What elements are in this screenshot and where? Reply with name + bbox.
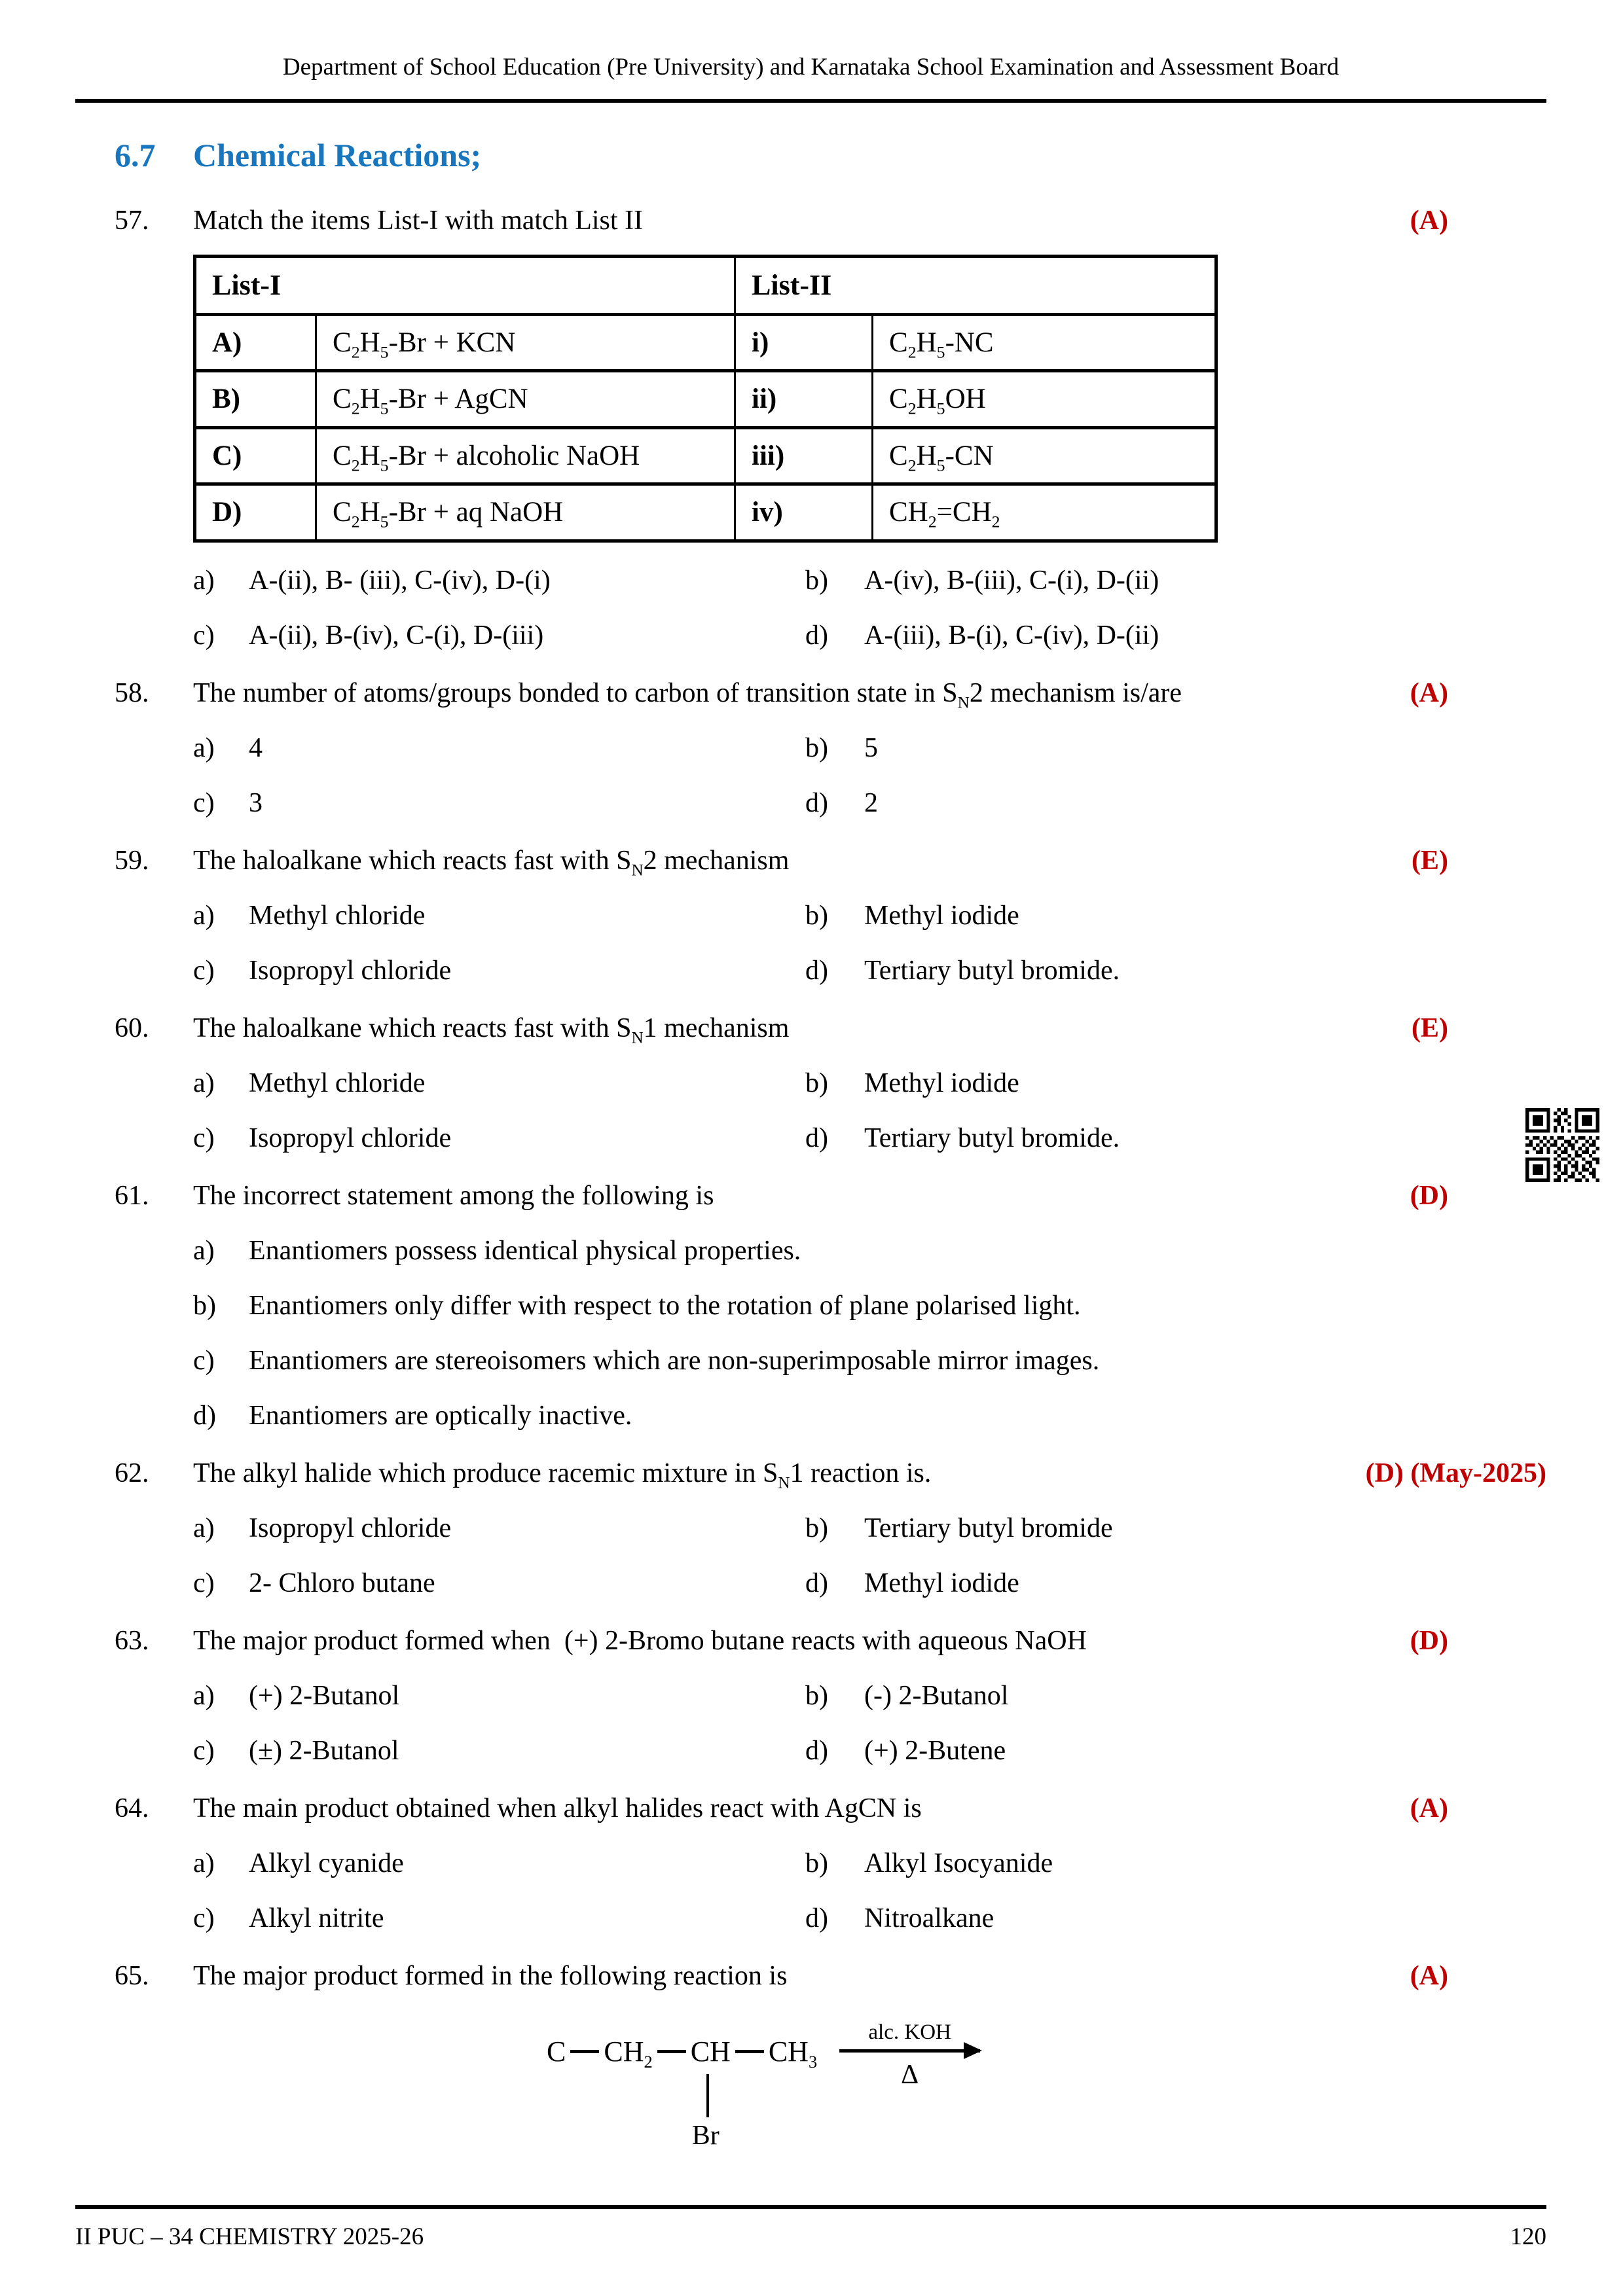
option-label: d) xyxy=(805,956,828,986)
option-text: Alkyl nitrite xyxy=(249,1903,384,1933)
question-63 xyxy=(75,1624,1546,1658)
question-58 xyxy=(75,676,1546,710)
option-label: b) xyxy=(805,901,828,931)
reaction-scheme xyxy=(547,2020,1546,2192)
option-label: c) xyxy=(193,1123,215,1153)
question-text: Match the items List-I with match List II xyxy=(193,206,644,236)
atom-ch-branch: CH Br xyxy=(691,2035,731,2069)
list1-cell: $C_2H_5-Br$ + KCN xyxy=(316,314,735,371)
option-label: a) xyxy=(193,1513,215,1543)
footer-course-label: II PUC – 34 CHEMISTRY 2025-26 xyxy=(75,2223,424,2250)
option-text: Methyl iodide xyxy=(864,1068,1019,1098)
option-c xyxy=(193,1566,805,1600)
row-label: B) xyxy=(195,371,316,428)
option-text: 3 xyxy=(249,788,263,818)
option-text: (+) 2-Butene xyxy=(864,1736,1006,1766)
section-heading xyxy=(115,135,1546,175)
list2-cell: $C_2H_5-CN$ xyxy=(873,427,1216,484)
option-text: 4 xyxy=(249,733,263,763)
option-b xyxy=(805,1846,1053,1880)
option-b xyxy=(805,1679,1008,1713)
table-row xyxy=(195,314,1216,371)
option-text: (+) 2-Butanol xyxy=(249,1681,400,1711)
question-number: 58. xyxy=(115,678,149,708)
option-text: Alkyl cyanide xyxy=(249,1848,404,1878)
option-text: Nitroalkane xyxy=(864,1903,994,1933)
question-text: The major product formed when (+) 2-Bromo butane reacts with aqueous NaOH xyxy=(193,1626,1087,1656)
match-table xyxy=(193,255,1218,543)
list1-cell: $C_2H_5-Br$ + alcoholic NaOH xyxy=(316,427,735,484)
option-text: Enantiomers possess identical physical properties. xyxy=(249,1236,801,1266)
row-label: D) xyxy=(195,484,316,541)
table-row xyxy=(195,427,1216,484)
option-label: b) xyxy=(805,1513,828,1543)
option-a xyxy=(193,1846,805,1880)
option-c xyxy=(193,1734,805,1768)
options-row xyxy=(75,786,1546,820)
question-text: The main product obtained when alkyl halides react with AgCN is xyxy=(193,1793,922,1823)
option-b xyxy=(805,1511,1113,1545)
options-row xyxy=(75,954,1546,988)
option-label: c) xyxy=(193,1736,215,1766)
answer-key: (A) xyxy=(1410,1961,1448,1991)
option-label: b) xyxy=(805,733,828,763)
row-label: C) xyxy=(195,427,316,484)
option-text: Tertiary butyl bromide. xyxy=(864,956,1120,986)
page-content xyxy=(75,0,1546,2192)
option-d xyxy=(193,1399,632,1433)
option-label: d) xyxy=(805,1736,828,1766)
option-text: A-(ii), B-(iv), C-(i), D-(iii) xyxy=(249,620,544,651)
option-label: c) xyxy=(193,1568,215,1598)
question-text: The number of atoms/groups bonded to carbon of transition state in $S_N2$ mechanism is/are xyxy=(193,678,1182,712)
answer-key: (D) (May-2025) xyxy=(1365,1458,1546,1488)
options-row xyxy=(75,1066,1546,1100)
option-text: Methyl chloride xyxy=(249,901,426,931)
options-row xyxy=(75,1234,1546,1268)
option-c xyxy=(193,1344,1099,1378)
list2-header: List-II xyxy=(735,257,1216,315)
question-number: 59. xyxy=(115,846,149,876)
option-d xyxy=(805,619,1159,653)
options-row xyxy=(75,1121,1546,1155)
vertical-bond xyxy=(706,2074,709,2117)
options-row xyxy=(75,1289,1546,1323)
option-d xyxy=(805,954,1120,988)
qr-code-icon xyxy=(1525,1108,1599,1182)
row-label: i) xyxy=(735,314,873,371)
options-row xyxy=(75,564,1546,598)
options-row xyxy=(75,1734,1546,1768)
answer-key: (D) xyxy=(1410,1181,1448,1211)
arrow-head-icon xyxy=(964,2042,982,2059)
option-text: A-(iv), B-(iii), C-(i), D-(ii) xyxy=(864,565,1159,596)
question-text: The alkyl halide which produce racemic mixture in $S_N1$ reaction is. xyxy=(193,1458,932,1492)
page-header-title: Department of School Education (Pre University) and Karnataka School Examination and Assessment Board xyxy=(282,54,1340,81)
options-row xyxy=(75,1344,1546,1378)
list1-cell: $C_2H_5-Br$ + AgCN xyxy=(316,371,735,428)
option-a xyxy=(193,564,805,598)
list1-header: List-I xyxy=(195,257,735,315)
question-text: The haloalkane which reacts fast with $S_N2$ mechanism xyxy=(193,846,790,880)
answer-key: (D) xyxy=(1410,1626,1448,1656)
option-b xyxy=(805,899,1019,933)
table-row xyxy=(195,371,1216,428)
question-number: 61. xyxy=(115,1181,149,1211)
option-d xyxy=(805,1901,994,1935)
list1-cell: $C_2H_5-Br$ + aq NaOH xyxy=(316,484,735,541)
option-label: b) xyxy=(805,1848,828,1878)
options-row xyxy=(75,619,1546,653)
option-c xyxy=(193,1121,805,1155)
single-bond xyxy=(570,2050,599,2053)
option-text: Methyl chloride xyxy=(249,1068,426,1098)
header-rule xyxy=(75,99,1546,103)
option-text: Tertiary butyl bromide xyxy=(864,1513,1113,1543)
option-text: Tertiary butyl bromide. xyxy=(864,1123,1120,1153)
option-text: (±) 2-Butanol xyxy=(249,1736,399,1766)
row-label: A) xyxy=(195,314,316,371)
option-text: Enantiomers only differ with respect to the rotation of plane polarised light. xyxy=(249,1291,1081,1321)
page-number: 120 xyxy=(1510,2223,1546,2250)
option-label: a) xyxy=(193,1681,215,1711)
question-number: 62. xyxy=(115,1458,149,1488)
option-label: c) xyxy=(193,620,215,651)
option-c xyxy=(193,786,805,820)
answer-key: (E) xyxy=(1412,846,1448,876)
option-label: d) xyxy=(805,1903,828,1933)
option-text: 2- Chloro butane xyxy=(249,1568,435,1598)
question-number: 60. xyxy=(115,1013,149,1043)
question-number: 63. xyxy=(115,1626,149,1656)
option-label: d) xyxy=(805,1123,828,1153)
question-65 xyxy=(75,1959,1546,1993)
option-a xyxy=(193,1066,805,1100)
options-row xyxy=(75,1511,1546,1545)
option-label: d) xyxy=(805,1568,828,1598)
row-label: iii) xyxy=(735,427,873,484)
atom-ch2: $CH_2$ xyxy=(604,2036,653,2072)
option-d xyxy=(805,786,878,820)
option-a xyxy=(193,1679,805,1713)
option-label: c) xyxy=(193,788,215,818)
option-label: d) xyxy=(193,1401,216,1431)
option-d xyxy=(805,1734,1006,1768)
option-label: b) xyxy=(805,1681,828,1711)
single-bond xyxy=(735,2050,764,2053)
question-text: The haloalkane which reacts fast with $S_N1$ mechanism xyxy=(193,1013,790,1047)
options-row xyxy=(75,1399,1546,1433)
option-label: b) xyxy=(805,1068,828,1098)
list2-cell: $C_2H_5OH$ xyxy=(873,371,1216,428)
option-text: Isopropyl chloride xyxy=(249,1123,452,1153)
option-b xyxy=(805,731,878,765)
options-row xyxy=(75,1679,1546,1713)
delta-label: Δ xyxy=(901,2060,919,2090)
question-57 xyxy=(75,204,1546,238)
options-row xyxy=(75,1566,1546,1600)
option-text: Methyl iodide xyxy=(864,901,1019,931)
option-text: (-) 2-Butanol xyxy=(864,1681,1009,1711)
option-label: d) xyxy=(805,788,828,818)
option-text: 5 xyxy=(864,733,878,763)
section-number: 6.7 xyxy=(115,137,156,173)
option-label: a) xyxy=(193,901,215,931)
list2-cell: $C_2H_5-NC$ xyxy=(873,314,1216,371)
answer-key: (A) xyxy=(1410,206,1448,236)
section-title: Chemical Reactions; xyxy=(193,137,482,173)
option-label: b) xyxy=(805,565,828,596)
option-a xyxy=(193,1511,805,1545)
option-b xyxy=(805,1066,1019,1100)
options-row xyxy=(75,899,1546,933)
option-text: A-(ii), B- (iii), C-(iv), D-(i) xyxy=(249,565,551,596)
option-label: c) xyxy=(193,1346,215,1376)
atom-c: C xyxy=(547,2036,566,2068)
page-footer xyxy=(75,2223,1546,2251)
options-row xyxy=(75,1901,1546,1935)
question-number: 57. xyxy=(115,206,149,236)
option-a xyxy=(193,1234,801,1268)
question-60 xyxy=(75,1011,1546,1045)
option-text: Methyl iodide xyxy=(864,1568,1019,1598)
option-b xyxy=(805,564,1159,598)
option-label: a) xyxy=(193,733,215,763)
answer-key: (A) xyxy=(1410,678,1448,708)
option-a xyxy=(193,899,805,933)
option-label: d) xyxy=(805,620,828,651)
question-62 xyxy=(75,1456,1546,1490)
option-d xyxy=(805,1121,1120,1155)
option-label: b) xyxy=(193,1291,216,1321)
table-header-row xyxy=(195,257,1216,315)
option-c xyxy=(193,1901,805,1935)
option-c xyxy=(193,954,805,988)
question-64 xyxy=(75,1791,1546,1825)
list2-cell: $CH_2=CH_2$ xyxy=(873,484,1216,541)
option-text: A-(iii), B-(i), C-(iv), D-(ii) xyxy=(864,620,1159,651)
reactant-structure xyxy=(547,2035,818,2151)
option-text: Enantiomers are stereoisomers which are non-superimposable mirror images. xyxy=(249,1346,1100,1376)
options-row xyxy=(75,731,1546,765)
option-label: a) xyxy=(193,565,215,596)
option-text: Isopropyl chloride xyxy=(249,1513,452,1543)
row-label: ii) xyxy=(735,371,873,428)
footer-rule xyxy=(75,2205,1546,2209)
option-label: c) xyxy=(193,1903,215,1933)
option-text: Isopropyl chloride xyxy=(249,956,452,986)
table-row xyxy=(195,484,1216,541)
reaction-arrow xyxy=(839,2018,980,2090)
row-label: iv) xyxy=(735,484,873,541)
option-label: a) xyxy=(193,1848,215,1878)
question-59 xyxy=(75,844,1546,878)
options-row xyxy=(75,1846,1546,1880)
substituent-label: Br xyxy=(691,2121,720,2151)
option-label: a) xyxy=(193,1068,215,1098)
reagent-label: alc. KOH xyxy=(868,2020,951,2044)
option-label: c) xyxy=(193,956,215,986)
option-a xyxy=(193,731,805,765)
option-text: Enantiomers are optically inactive. xyxy=(249,1401,632,1431)
option-d xyxy=(805,1566,1019,1600)
answer-key: (A) xyxy=(1410,1793,1448,1823)
arrow-line xyxy=(839,2049,980,2053)
option-label: a) xyxy=(193,1236,215,1266)
question-61 xyxy=(75,1179,1546,1213)
option-text: 2 xyxy=(864,788,878,818)
atom-ch3: $CH_3$ xyxy=(768,2036,818,2072)
option-b xyxy=(193,1289,1081,1323)
question-number: 64. xyxy=(115,1793,149,1823)
option-text: Alkyl Isocyanide xyxy=(864,1848,1053,1878)
question-text: The major product formed in the following reaction is xyxy=(193,1961,788,1991)
answer-key: (E) xyxy=(1412,1013,1448,1043)
question-number: 65. xyxy=(115,1961,149,1991)
single-bond xyxy=(657,2050,686,2053)
question-text: The incorrect statement among the following is xyxy=(193,1181,714,1211)
option-c xyxy=(193,619,805,653)
